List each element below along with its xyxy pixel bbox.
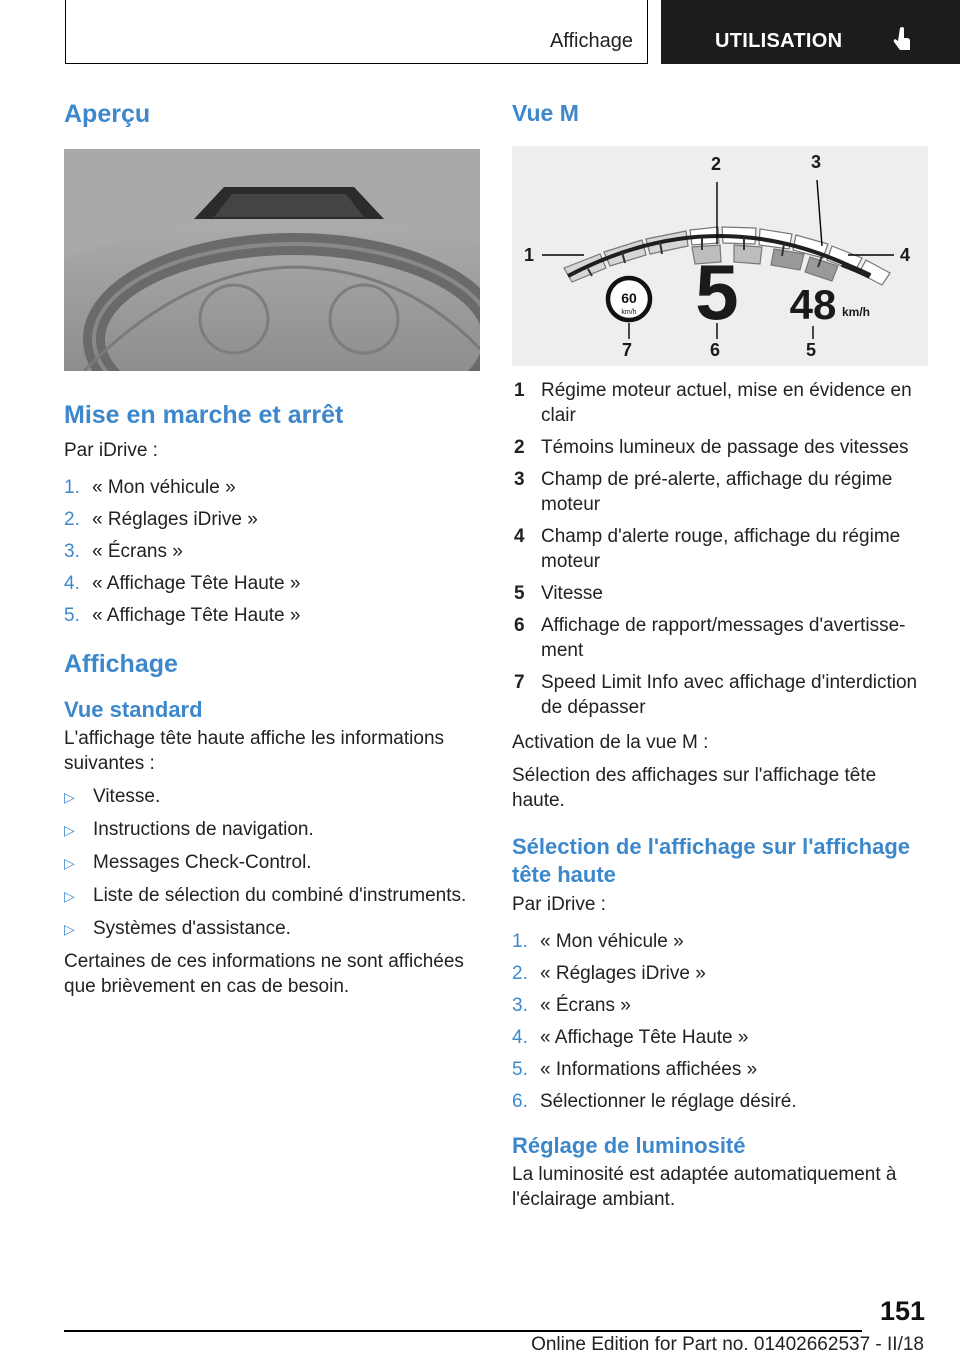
selection-text: Sélection des affichages sur l'affichage tête haute. [512, 765, 877, 812]
standard-items [64, 784, 484, 942]
callout-label: 2 [711, 154, 722, 175]
list-item: 6. Sélectionner le réglage désiré. [512, 1091, 797, 1113]
list-item: 5. « Informations affichées » [512, 1059, 758, 1081]
edition-info: Online Edition for Part no. 01402662537 - II/18 [531, 1334, 924, 1355]
brightness-title: Réglage de luminosité [512, 1133, 746, 1159]
callout-label: 6 [710, 340, 721, 361]
list-item: 4. « Affichage Tête Haute » [512, 1027, 749, 1049]
select-display-title: Sélection de l'affichage sur l'affichage tête haute [512, 834, 911, 887]
onoff-steps [64, 475, 484, 628]
triangle-bullet-icon: ▷ [64, 788, 75, 805]
list-item: 1. « Mon véhicule » [512, 931, 684, 953]
header-page-label: Affichage [549, 30, 633, 52]
select-intro: Par iDrive : [512, 894, 606, 916]
speed-value: 48 [789, 281, 837, 329]
onoff-title: Mise en marche et arrêt [64, 400, 344, 429]
list-item: ▷ Vitesse. [64, 784, 484, 810]
m-view-title: Vue M [512, 100, 579, 126]
callout-label: 7 [622, 340, 633, 361]
hud-dashboard-photo [64, 149, 480, 371]
legend-item: 7 Speed Limit Info avec affichage d'interdiction de dépasser [514, 672, 918, 719]
triangle-bullet-icon: ▷ [64, 821, 75, 838]
list-item: 1. « Mon véhicule » [64, 476, 236, 498]
page-number: 151 [879, 1296, 925, 1326]
list-item: 4. « Affichage Tête Haute » [64, 572, 301, 594]
triangle-bullet-icon: ▷ [64, 920, 75, 937]
speed-limit-unit: km/h [621, 309, 637, 317]
callout-label: 3 [811, 152, 822, 173]
standard-note: Certaines de ces informations ne sont affichées que brièvement en cas de besoin. [64, 950, 464, 997]
legend-item: 1 Régime moteur actuel, mise en évidence en clair [514, 380, 912, 427]
list-item: 5. « Affichage Tête Haute » [64, 604, 301, 626]
callout-label: 5 [806, 340, 817, 361]
m-view-figure [512, 146, 928, 366]
brightness-text: La luminosité est adaptée automatiquement à l'éclairage ambiant. [512, 1163, 897, 1210]
legend-item: 6 Affichage de rapport/messages d'avertisse‐ment [514, 615, 906, 662]
section-tab [661, 0, 960, 64]
list-item: ▷ Liste de sélection du combiné d'instruments. [64, 883, 484, 909]
legend-item: 3 Champ de pré-alerte, affichage du régime moteur [514, 469, 893, 516]
display-title: Affichage [64, 649, 178, 678]
list-item: ▷ Systèmes d'assistance. [64, 916, 484, 942]
onoff-intro: Par iDrive : [64, 439, 158, 461]
footer-divider [64, 1330, 862, 1332]
select-steps [512, 929, 932, 1114]
right-column [512, 100, 932, 1212]
list-item: 3. « Écrans » [64, 540, 183, 562]
triangle-bullet-icon: ▷ [64, 887, 75, 904]
hand-pointer-icon [893, 26, 915, 52]
left-column [64, 100, 484, 999]
section-tab-label: UTILISATION [715, 30, 843, 52]
figure-legend [512, 378, 932, 720]
legend-item: 5 Vitesse [514, 583, 603, 605]
legend-item: 2 Témoins lumineux de passage des vitesses [514, 437, 909, 459]
speed-limit-value: 60 [621, 290, 637, 307]
triangle-bullet-icon: ▷ [64, 854, 75, 871]
list-item: 3. « Écrans » [512, 995, 631, 1017]
gear-indicator: 5 [695, 248, 739, 337]
list-item: ▷ Instructions de navigation. [64, 817, 484, 843]
legend-item: 4 Champ d'alerte rouge, affichage du régime moteur [514, 526, 901, 573]
speed-unit: km/h [842, 305, 871, 320]
standard-intro: L'affichage tête haute affiche les informations suivantes : [64, 727, 445, 774]
callout-label: 1 [524, 245, 535, 266]
callout-label: 4 [900, 245, 911, 266]
list-item: 2. « Réglages iDrive » [512, 963, 706, 985]
standard-view-title: Vue standard [64, 697, 203, 723]
list-item: 2. « Réglages iDrive » [64, 508, 258, 530]
header-bar [65, 0, 648, 64]
list-item: ▷ Messages Check-Control. [64, 850, 484, 876]
overview-title: Aperçu [64, 100, 151, 128]
activation-text: Activation de la vue M : [512, 732, 709, 754]
